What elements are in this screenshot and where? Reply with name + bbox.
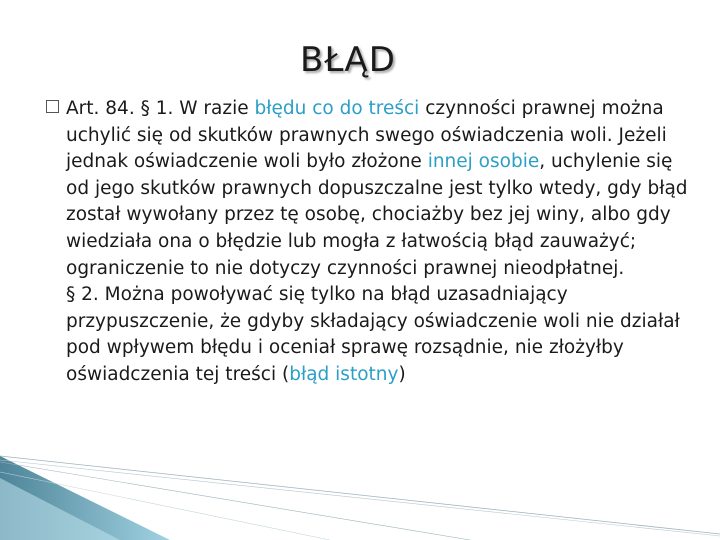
article-text [66, 96, 696, 389]
highlight-error-content: błędu co do treści [254, 98, 420, 119]
article-text-part: Art. 84. § 1. W razie [66, 98, 255, 119]
corner-decoration [0, 450, 720, 540]
slide-title: BŁĄD [300, 40, 396, 80]
highlight-other-person: innej osobie [427, 151, 540, 173]
article-text-part: § 2. Można powoływać się tylko na błąd uzasadniający przypuszczenie, że gdyby składający oświadczenie woli nie działał pod wpływem błędu i oceniał sprawę rozsądnie, nie złożyłby oświadczenia tej treści ( [66, 284, 680, 385]
bullet-block [46, 96, 696, 389]
article-text-part: czynności prawnej można uchylić się od skutków prawnych swego oświadczenia woli. Jeżeli jednak oświadczenie woli było złożone [66, 98, 667, 173]
highlight-essential-error: błąd istotny [289, 363, 399, 385]
article-text-part: ) [398, 363, 406, 385]
square-bullet-icon [46, 100, 59, 113]
article-text-part: , uchylenie się od jego skutków prawnych dopuszczalne jest tylko wtedy, gdy błąd został wywołany przez tę osobę, chociażby bez jej winy, albo gdy wiedziała ona o błędzie lub mogła z łatwością błąd zauważyć; ograniczenie to nie dotyczy czynności prawnej nieodpłatnej. [66, 151, 688, 279]
